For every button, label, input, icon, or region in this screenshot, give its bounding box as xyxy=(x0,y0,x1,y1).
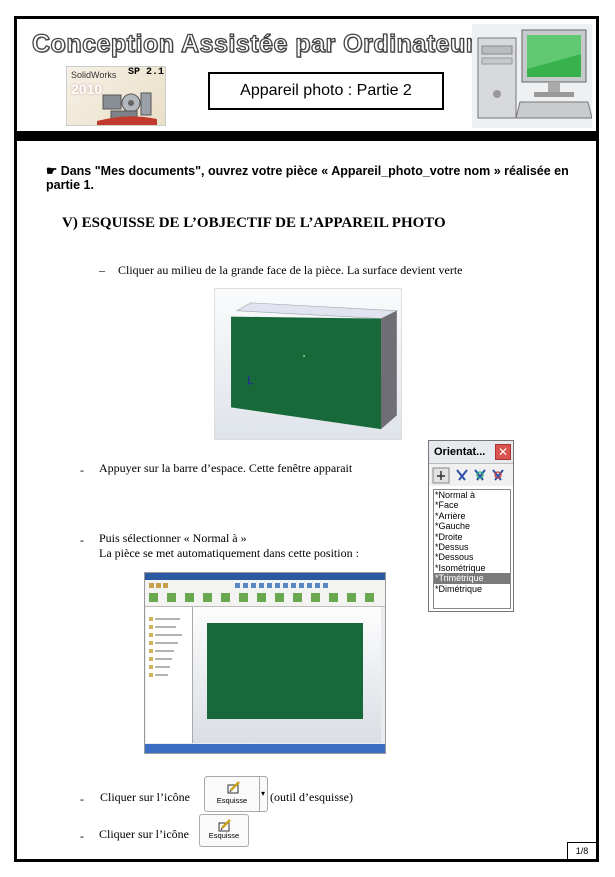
section-title: V) ESQUISSE DE L’OBJECTIF DE L’APPAREIL PHOTO xyxy=(62,215,446,231)
instruction-text: ☛ Dans "Mes documents", ouvrez votre pièce « Appareil_photo_votre nom » réalisée en partie 1. xyxy=(46,164,569,192)
green-face-rectangle xyxy=(207,623,363,719)
chevron-down-icon[interactable]: ▾ xyxy=(261,789,266,798)
esquisse-button[interactable]: Esquisse xyxy=(199,814,249,847)
orientation-item-gauche[interactable]: *Gauche xyxy=(435,521,471,532)
step-text: Cliquer au milieu de la grande face de la pièce. La surface devient verte xyxy=(118,263,463,277)
version-label: SP 2.1 xyxy=(128,67,165,78)
new-view-icon[interactable] xyxy=(457,470,467,480)
step-bullet: - xyxy=(80,792,84,806)
orientation-item-dimetrique[interactable]: *Dimétrique xyxy=(435,583,483,594)
command-toolbar xyxy=(145,580,385,607)
solidworks-screenshot xyxy=(144,572,386,754)
subtitle-box: Appareil photo : Partie 2 xyxy=(208,72,444,110)
sketch-pencil-icon xyxy=(218,818,232,832)
step-bullet: - xyxy=(80,533,84,547)
orientation-toolbar xyxy=(429,464,513,486)
page-title: Conception Assistée par Ordinateur xyxy=(32,30,476,58)
mechanical-parts-icon xyxy=(97,85,157,125)
reset-view-icon[interactable] xyxy=(493,470,503,480)
orientation-item-face[interactable]: *Face xyxy=(435,500,459,511)
computer-icon xyxy=(472,24,592,128)
step-text-continued: La pièce se met automatiquement dans cette position : xyxy=(99,546,359,560)
header-divider xyxy=(14,131,599,141)
step-text: Appuyer sur la barre d’espace. Cette fenêtre apparait xyxy=(99,461,353,475)
esquisse-dropdown-button[interactable]: Esquisse ▾ xyxy=(204,776,268,812)
step-bullet: – xyxy=(99,263,105,277)
feature-tree xyxy=(146,607,193,743)
step-text: Cliquer sur l’icône xyxy=(100,790,190,804)
window-titlebar xyxy=(145,573,385,580)
orientation-item-normal[interactable]: *Normal à xyxy=(435,490,476,500)
orientation-item-arriere[interactable]: *Arrière xyxy=(435,510,466,521)
orientation-panel xyxy=(428,440,514,612)
step-text-after: (outil d’esquisse) xyxy=(270,790,353,804)
orientation-item-droite[interactable]: *Droite xyxy=(435,531,463,542)
close-icon[interactable]: ✕ xyxy=(495,444,511,460)
page-number: 1/8 xyxy=(567,842,597,860)
pin-icon[interactable] xyxy=(433,468,449,483)
taskbar xyxy=(145,744,385,753)
step-bullet: - xyxy=(80,463,84,477)
orientation-item-trimetrique[interactable]: *Trimétrique xyxy=(434,573,510,583)
step-text: Puis sélectionner « Normal à » xyxy=(99,531,247,545)
orientation-item-dessous[interactable]: *Dessous xyxy=(435,552,474,563)
hand-pointing-icon: ☛ xyxy=(46,164,61,178)
update-view-icon[interactable] xyxy=(475,470,485,480)
step-bullet: - xyxy=(80,829,84,843)
solidworks-logo: SolidWorks 2010 xyxy=(66,66,166,126)
orientation-item-isometrique[interactable]: *Isométrique xyxy=(435,562,486,573)
orientation-list xyxy=(433,489,511,609)
orientation-panel-header: Orientat... ✕ xyxy=(429,441,513,464)
sketch-pencil-icon xyxy=(227,780,241,794)
orientation-item-dessus[interactable]: *Dessus xyxy=(435,542,469,553)
step-text: Cliquer sur l’icône xyxy=(99,827,189,841)
part-3d-view xyxy=(214,288,402,440)
